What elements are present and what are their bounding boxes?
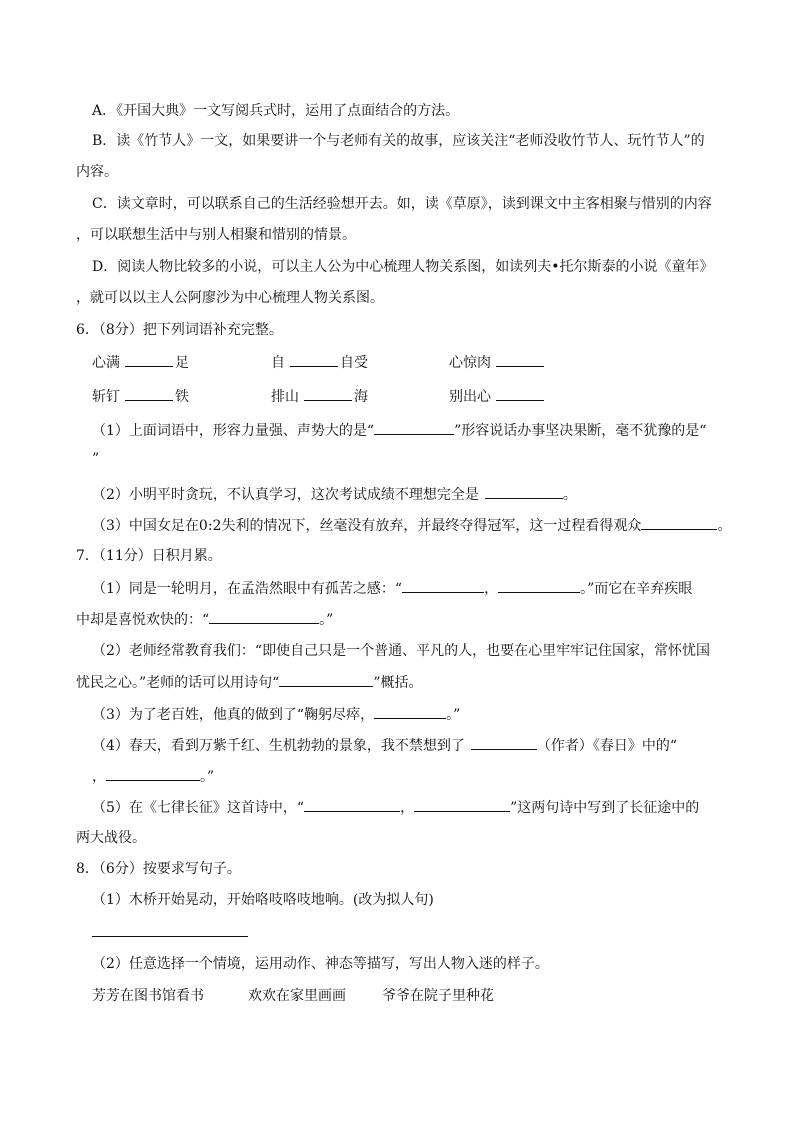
q7-sub4-line2: ， 。” <box>92 766 214 787</box>
q7-sub1: （1）同是一轮明月，在孟浩然眼中有孤苦之感：“ ， 。”而它在辛弃疾眼 <box>92 578 692 599</box>
q6-word-2: 自 自受 <box>271 352 368 373</box>
q6-sub1-blank-1[interactable] <box>374 420 454 435</box>
q7-sub5-blank-2[interactable] <box>414 797 510 812</box>
q7-sub2: （2）老师经常教育我们：“即使自己只是一个普通、平凡的人，也要在心里牢牢记住国家，常怀忧国 <box>92 643 711 659</box>
q6-heading: 6．（8分）把下列词语补充完整。 <box>76 322 283 338</box>
q7-sub1-blank-3[interactable] <box>209 609 319 624</box>
q7-sub4-blank-author[interactable] <box>471 735 537 750</box>
q6-sub1-end: ” <box>92 451 100 467</box>
q8-option-2: 欢欢在家里画画 <box>248 988 346 1004</box>
q7-sub5-line2: 两大战役。 <box>76 830 146 846</box>
q7-sub4: （4）春天，看到万紫千红、生机勃勃的景象，我不禁想到了 （作者）《春日》中的“ <box>92 735 677 756</box>
q8-sub1-answer-line[interactable] <box>92 936 248 937</box>
q5-option-d-line2: ，就可以以主人公阿廖沙为中心梳理人物关系图。 <box>76 290 384 306</box>
q6-sub3: （3）中国女足在0:2失利的情况下，丝毫没有放弃，并最终夺得冠军，这一过程看得观众 。 <box>92 515 731 536</box>
q8-option-1: 芳芳在图书馆看书 <box>92 988 204 1004</box>
q6-word-1-blank[interactable] <box>125 352 173 367</box>
q5-option-b-line2: 内容。 <box>76 164 118 180</box>
q5-option-c-line2: ，可以联想生活中与别人相聚和惜别的情景。 <box>76 227 356 243</box>
q8-sub1: （1）木桥开始晃动，开始咯吱咯吱地响。(改为拟人句) <box>92 892 434 908</box>
q7-sub2-line2: 忧民之心。”老师的话可以用诗句“ ”概括。 <box>76 672 423 693</box>
q7-sub3: （3）为了老百姓，他真的做到了“鞠躬尽瘁， 。” <box>92 704 460 725</box>
q7-sub3-blank[interactable] <box>374 704 446 719</box>
q6-word-1: 心满 足 <box>92 352 189 373</box>
q6-word-4-blank[interactable] <box>125 386 173 401</box>
q7-sub5-blank-1[interactable] <box>304 797 400 812</box>
q6-word-5-blank[interactable] <box>304 386 352 401</box>
q7-sub5: （5）在《七律长征》这首诗中，“ ， ”这两句诗中写到了长征途中的 <box>92 797 699 818</box>
q6-sub2: （2）小明平时贪玩，不认真学习，这次考试成绩不理想完全是 。 <box>92 484 577 505</box>
q8-option-3: 爷爷在院子里种花 <box>382 988 494 1004</box>
q7-sub4-blank-poem[interactable] <box>106 766 200 781</box>
q5-option-d-line1: D．阅读人物比较多的小说，可以主人公为中心梳理人物关系图，如读列夫•托尔斯泰的小说《童年》 <box>92 259 714 275</box>
q7-sub1-blank-1[interactable] <box>402 578 484 593</box>
q7-sub1-line2: 中却是喜悦欢快的：“ 。” <box>76 609 333 630</box>
q7-sub2-blank[interactable] <box>279 672 373 687</box>
q5-option-c-line1: C．读文章时，可以联系自己的生活经验想开去。如，读《草原》，读到课文中主客相聚与惜别的内容 <box>92 196 712 212</box>
q7-sub1-blank-2[interactable] <box>498 578 580 593</box>
q6-sub3-blank[interactable] <box>641 515 717 530</box>
q5-option-a: A．《开国大典》一文写阅兵式时，运用了点面结合的方法。 <box>92 103 460 119</box>
q6-word-6: 别出心 <box>449 386 544 407</box>
q6-sub2-blank[interactable] <box>485 484 563 499</box>
q6-word-6-blank[interactable] <box>496 386 544 401</box>
q6-word-3-blank[interactable] <box>496 352 544 367</box>
q6-sub1: （1）上面词语中，形容力量强、声势大的是“ ”形容说话办事坚决果断，毫不犹豫的是“ <box>92 420 706 441</box>
q7-heading: 7．（11分）日积月累。 <box>76 548 222 564</box>
q8-sub2: （2）任意选择一个情境，运用动作、神态等描写，写出人物入迷的样子。 <box>92 956 549 972</box>
q6-word-4: 斩钉 铁 <box>92 386 189 407</box>
q8-heading: 8．（6分）按要求写句子。 <box>76 861 241 877</box>
q6-word-2-blank[interactable] <box>290 352 338 367</box>
q6-word-5: 排山 海 <box>271 386 368 407</box>
q5-option-b-line1: B．读《竹节人》一文，如果要讲一个与老师有关的故事，应该关注“老师没收竹节人、玩竹节人”的 <box>92 133 705 149</box>
q6-word-3: 心惊肉 <box>449 352 544 373</box>
